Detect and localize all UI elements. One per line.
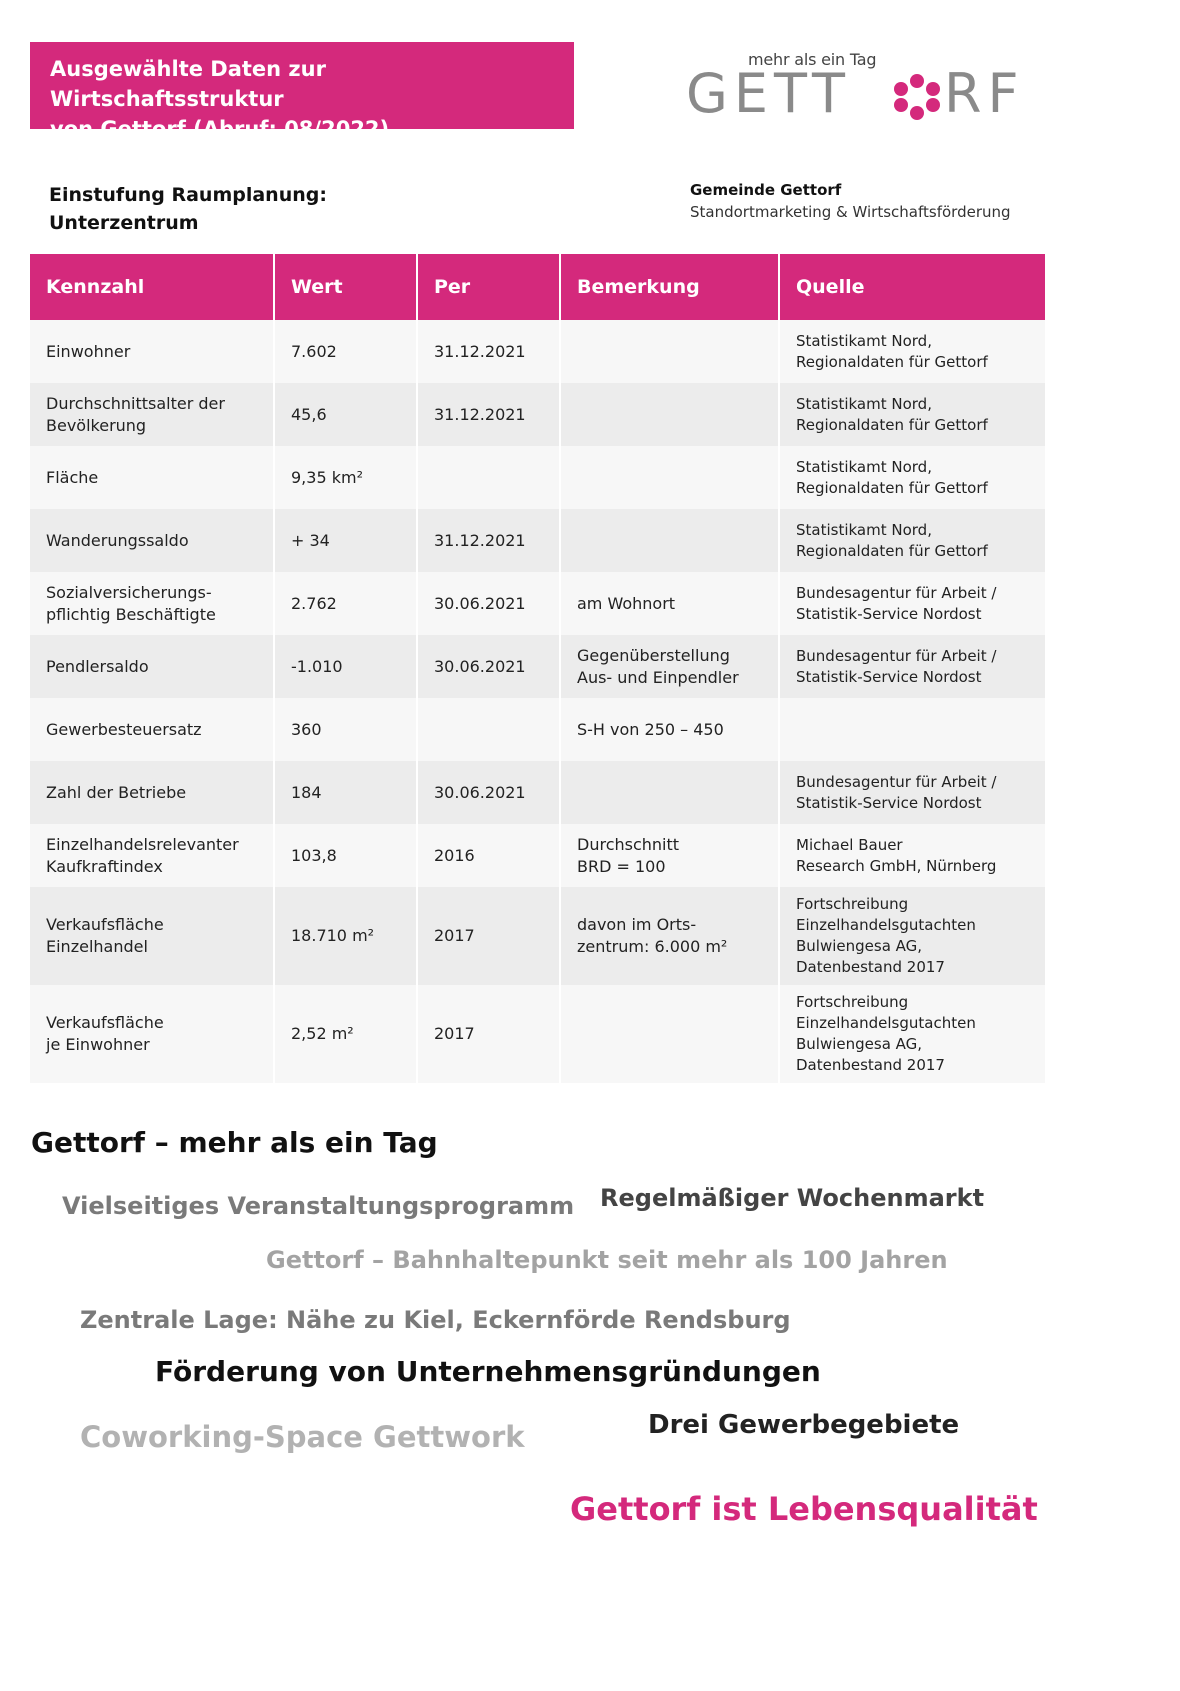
cell-per [418,985,561,1083]
cell-bemerkung [561,320,780,383]
cell-line: S-H von 250 – 450 [577,719,724,739]
cell-value: 30.06.2021 [434,656,526,676]
cell-value: 2017 [434,926,475,945]
slogan-bahnhaltepunkt: Gettorf – Bahnhaltepunkt seit mehr als 100 Jahren [266,1246,948,1274]
cell-line: Verkaufsfläche [46,915,164,934]
logo-word-right: RF [944,62,1025,125]
slogan-lebensqualitaet: Gettorf ist Lebensqualität [570,1490,1038,1528]
cell-line: Statistik-Service Nordost [796,604,982,623]
cell-value: 360 [291,719,322,739]
cell-quelle [780,572,1045,635]
cell-bemerkung [561,446,780,509]
cell-line: Durchschnitt [577,834,680,854]
slogan-gewerbegebiete: Drei Gewerbegebiete [648,1410,960,1440]
cell-line: Zahl der Betriebe [46,782,187,802]
cell-line: Durchschnittsalter der [46,393,225,413]
cell-value: 18.710 m² [291,926,375,945]
cell-value: 30.06.2021 [434,782,526,802]
cell-wert [275,761,418,824]
cell-quelle [780,985,1045,1083]
table-row [30,698,1045,761]
table-header-row [30,254,1045,320]
cell-per [418,887,561,985]
document-title-line-2: von Gettorf (Abruf: 08/2022) [50,117,390,141]
cell-bemerkung [561,887,780,985]
cell-bemerkung [561,824,780,887]
cell-bemerkung [561,698,780,761]
cell-line: Gewerbesteuersatz [46,719,202,739]
cell-quelle [780,824,1045,887]
cell-line: Statistikamt Nord, [796,394,932,413]
einstufung-line-2: Unterzentrum [49,212,199,234]
cell-per [418,635,561,698]
logo-tagline: mehr als ein Tag [748,50,877,69]
cell-quelle [780,509,1045,572]
column-header-bemerkung: Bemerkung [561,254,780,320]
gemeinde-title: Gemeinde Gettorf [690,181,842,199]
cell-line: pflichtig Beschäftigte [46,604,216,624]
table-row [30,635,1045,698]
cell-per [418,824,561,887]
cell-line: Bundesagentur für Arbeit / [796,772,997,791]
cell-wert [275,824,418,887]
cell-line: davon im Orts- [577,915,697,934]
cell-line: je Einwohner [46,1035,150,1054]
cell-line: am Wohnort [577,593,676,613]
cell-line: Fläche [46,467,99,487]
cell-value: 184 [291,782,322,802]
cell-value: 7.602 [291,341,337,361]
slogan-wochenmarkt: Regelmäßiger Wochenmarkt [600,1184,985,1212]
table-row [30,446,1045,509]
cell-per [418,320,561,383]
slogan-unternehmensgruendungen: Förderung von Unternehmensgründungen [155,1355,821,1388]
cell-wert [275,509,418,572]
cell-line: Gegenüberstellung [577,645,730,665]
cell-line: Kaufkraftindex [46,856,163,876]
document-title-box [30,42,574,141]
cell-kennzahl [30,509,275,572]
cell-quelle [780,383,1045,446]
table-row [30,824,1045,887]
cell-per [418,698,561,761]
column-header-kennzahl: Kennzahl [30,254,275,320]
cell-line: Statistikamt Nord, [796,520,932,539]
cell-value: -1.010 [291,656,343,676]
cell-value: 2017 [434,1024,475,1043]
slogan-coworking: Coworking-Space Gettwork [80,1420,525,1454]
cell-value: 103,8 [291,845,337,865]
cell-per [418,509,561,572]
slogan-zentrale-lage: Zentrale Lage: Nähe zu Kiel, Eckernförde Rendsburg [80,1306,791,1334]
cell-line: Fortschreibung [796,895,909,913]
einstufung-line-1: Einstufung Raumplanung: [49,184,327,206]
wirtschaftsdaten-table [30,254,1045,1083]
document-title-line-1: Ausgewählte Daten zur Wirtschaftsstruktur [50,57,326,111]
cell-bemerkung [561,572,780,635]
logo-word-left: GETT [686,62,851,125]
cell-kennzahl [30,698,275,761]
cell-line: Sozialversicherungs- [46,582,212,602]
gemeinde-info [690,179,1011,223]
cell-line: Statistik-Service Nordost [796,793,982,812]
cell-quelle [780,446,1045,509]
cell-line: Statistikamt Nord, [796,457,932,476]
cell-per [418,383,561,446]
cell-line: Statistikamt Nord, [796,331,932,350]
cell-value: 31.12.2021 [434,530,526,550]
gettorf-logo [686,48,1066,128]
cell-line: Bulwiengesa AG, [796,1035,923,1053]
cell-line: Bulwiengesa AG, [796,937,923,955]
cell-kennzahl [30,320,275,383]
cell-line: Aus- und Einpendler [577,667,739,687]
cell-line: Einzelhandelsrelevanter [46,834,239,854]
cell-line: Datenbestand 2017 [796,958,945,976]
cell-bemerkung [561,761,780,824]
cell-quelle [780,698,1045,761]
column-header-wert: Wert [275,254,418,320]
cell-line: zentrum: 6.000 m² [577,937,728,956]
slogan-veranstaltungsprogramm: Vielseitiges Veranstaltungsprogramm [62,1192,575,1220]
cell-line: Fortschreibung [796,993,909,1011]
cell-line: Research GmbH, Nürnberg [796,856,997,875]
table-row [30,320,1045,383]
cell-line: Bundesagentur für Arbeit / [796,583,997,602]
cell-wert [275,887,418,985]
cell-wert [275,320,418,383]
logo-flower-icon [892,72,942,122]
cell-kennzahl [30,572,275,635]
slogan-headline: Gettorf – mehr als ein Tag [31,1126,438,1159]
cell-wert [275,383,418,446]
cell-bemerkung [561,509,780,572]
table-row [30,887,1045,985]
cell-quelle [780,761,1045,824]
cell-line: Regionaldaten für Gettorf [796,478,988,497]
cell-bemerkung [561,985,780,1083]
cell-kennzahl [30,383,275,446]
cell-line: Bundesagentur für Arbeit / [796,646,997,665]
table-row [30,761,1045,824]
cell-wert [275,635,418,698]
cell-line: Regionaldaten für Gettorf [796,541,988,560]
cell-line: Michael Bauer [796,835,903,854]
cell-line: Einzelhandel [46,937,148,956]
cell-kennzahl [30,824,275,887]
cell-line: Einzelhandelsgutachten [796,1014,976,1032]
column-header-quelle: Quelle [780,254,1045,320]
cell-per [418,572,561,635]
cell-value: 30.06.2021 [434,593,526,613]
cell-value: 31.12.2021 [434,341,526,361]
cell-quelle [780,320,1045,383]
cell-line: Einzelhandelsgutachten [796,916,976,934]
cell-line: Regionaldaten für Gettorf [796,352,988,371]
cell-value: 45,6 [291,404,327,424]
cell-kennzahl [30,887,275,985]
column-header-per: Per [418,254,561,320]
table-row [30,509,1045,572]
cell-kennzahl [30,761,275,824]
cell-line: Pendlersaldo [46,656,149,676]
cell-quelle [780,635,1045,698]
cell-bemerkung [561,383,780,446]
cell-value: 9,35 km² [291,467,363,487]
cell-value: 2,52 m² [291,1024,354,1043]
cell-per [418,761,561,824]
cell-kennzahl [30,446,275,509]
gemeinde-subtitle: Standortmarketing & Wirtschaftsförderung [690,203,1011,221]
cell-per [418,446,561,509]
cell-wert [275,572,418,635]
cell-value: + 34 [291,530,330,550]
cell-line: Wanderungssaldo [46,530,189,550]
cell-wert [275,698,418,761]
cell-line: Verkaufsfläche [46,1013,164,1032]
einstufung-raumplanung [49,181,327,237]
cell-value: 2016 [434,845,475,865]
cell-wert [275,985,418,1083]
cell-kennzahl [30,985,275,1083]
table-row [30,383,1045,446]
cell-line: BRD = 100 [577,856,666,876]
cell-value: 2.762 [291,593,337,613]
cell-line: Statistik-Service Nordost [796,667,982,686]
cell-line: Datenbestand 2017 [796,1056,945,1074]
cell-bemerkung [561,635,780,698]
table-row [30,985,1045,1083]
cell-line: Regionaldaten für Gettorf [796,415,988,434]
cell-value: 31.12.2021 [434,404,526,424]
cell-quelle [780,887,1045,985]
cell-wert [275,446,418,509]
cell-line: Einwohner [46,341,131,361]
table-row [30,572,1045,635]
cell-line: Bevölkerung [46,415,147,435]
cell-kennzahl [30,635,275,698]
